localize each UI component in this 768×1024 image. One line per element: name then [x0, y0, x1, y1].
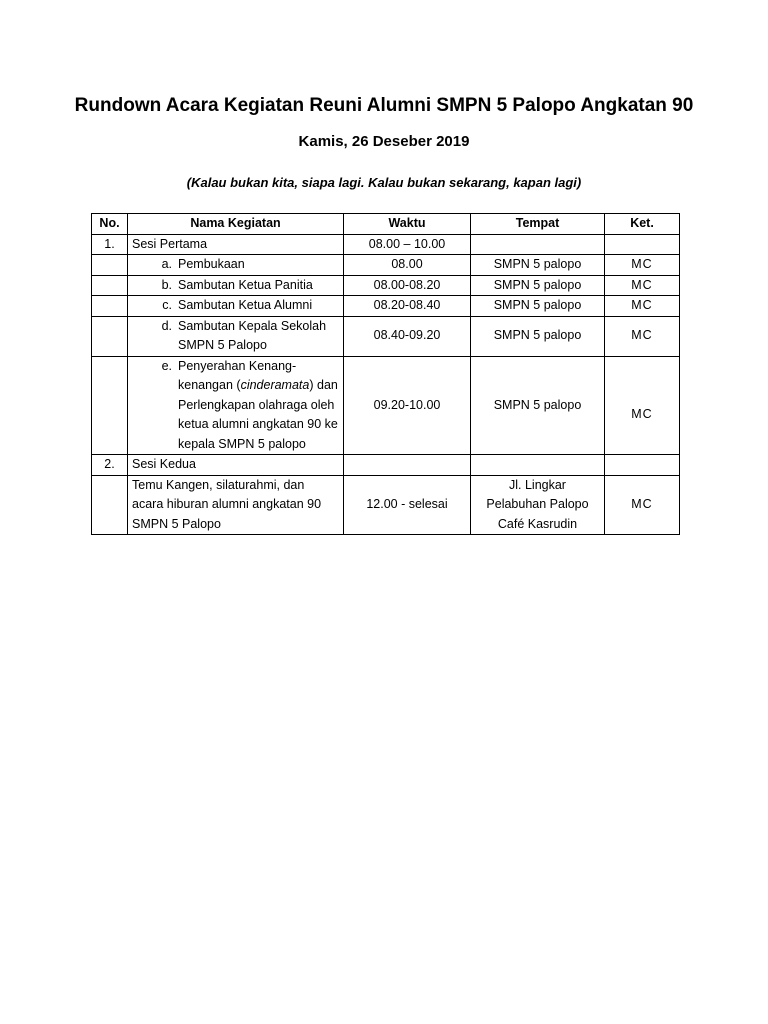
place-line: Pelabuhan Palopo — [486, 497, 589, 511]
item-place: SMPN 5 palopo — [471, 275, 605, 296]
item-name — [128, 255, 344, 276]
session-time: 08.00 – 10.00 — [344, 234, 471, 255]
item-ket: MC — [605, 275, 680, 296]
event-motto: (Kalau bukan kita, siapa lagi. Kalau bukan sekarang, kapan lagi) — [186, 175, 582, 190]
document-title: Rundown Acara Kegiatan Reuni Alumni SMPN 5 Palopo Angkatan 90 — [74, 95, 694, 116]
row-no — [92, 275, 128, 296]
place-line: Jl. Lingkar — [509, 477, 566, 492]
item-label-part2: ) dan Perlengkapan olahraga oleh ketua alumni angkatan 90 ke kepala SMPN 5 palopo — [178, 378, 338, 451]
session-ket — [605, 455, 680, 476]
item-label — [178, 357, 339, 455]
event-date: Kamis, 26 Deseber 2019 — [298, 133, 470, 150]
table-row — [92, 296, 680, 317]
table-row — [92, 475, 680, 535]
row-no — [92, 356, 128, 455]
header-place: Tempat — [471, 214, 605, 235]
item-time: 08.40-09.20 — [344, 316, 471, 356]
row-no — [92, 316, 128, 356]
item-name — [128, 296, 344, 317]
session-time — [344, 455, 471, 476]
item-time: 12.00 - selesai — [344, 475, 471, 535]
session-place — [471, 455, 605, 476]
item-ket: MC — [605, 475, 680, 535]
table-row — [92, 234, 680, 255]
item-time: 08.00 — [344, 255, 471, 276]
item-ket: MC — [605, 296, 680, 317]
item-name — [128, 275, 344, 296]
row-no — [92, 475, 128, 535]
item-ket: MC — [605, 356, 680, 455]
session-ket — [605, 234, 680, 255]
item-time: 08.20-08.40 — [344, 296, 471, 317]
table-row — [92, 275, 680, 296]
item-label: Sambutan Kepala Sekolah SMPN 5 Palopo — [178, 318, 327, 352]
rundown-table — [91, 213, 680, 535]
header-no: No. — [92, 214, 128, 235]
item-place: SMPN 5 palopo — [471, 356, 605, 455]
item-label: Pembukaan — [178, 257, 245, 271]
item-letter: c. — [162, 298, 172, 312]
item-letter: d. — [161, 318, 172, 333]
item-time: 08.00-08.20 — [344, 275, 471, 296]
header-ket: Ket. — [605, 214, 680, 235]
item-label: Sambutan Ketua Panitia — [178, 277, 313, 292]
table-row — [92, 455, 680, 476]
item-ket: MC — [605, 316, 680, 356]
table-row — [92, 316, 680, 356]
session-place — [471, 234, 605, 255]
table-header-row — [92, 214, 680, 235]
row-no: 2. — [92, 455, 128, 476]
item-label-italic: cinderamata — [240, 378, 310, 392]
row-no: 1. — [92, 234, 128, 255]
header-name: Nama Kegiatan — [128, 214, 344, 235]
item-place — [471, 475, 605, 535]
row-no — [92, 296, 128, 317]
session-name: Sesi Pertama — [128, 234, 344, 255]
item-name: Temu Kangen, silaturahmi, dan acara hiburan alumni angkatan 90 SMPN 5 Palopo — [128, 475, 344, 535]
session-name: Sesi Kedua — [128, 455, 344, 476]
item-name — [128, 356, 344, 455]
item-label-part1: Penyerahan Kenang-kenangan ( — [178, 358, 297, 392]
item-label: Sambutan Ketua Alumni — [178, 298, 313, 312]
item-ket: MC — [605, 255, 680, 276]
table-row — [92, 356, 680, 455]
item-letter: a. — [161, 257, 172, 271]
item-letter: e. — [161, 358, 172, 373]
item-place: SMPN 5 palopo — [471, 296, 605, 317]
item-place: SMPN 5 palopo — [471, 316, 605, 356]
header-time: Waktu — [344, 214, 471, 235]
item-name — [128, 316, 344, 356]
row-no — [92, 255, 128, 276]
place-line: Café Kasrudin — [497, 516, 578, 531]
item-place: SMPN 5 palopo — [471, 255, 605, 276]
table-row — [92, 255, 680, 276]
item-time: 09.20-10.00 — [344, 356, 471, 455]
item-letter: b. — [161, 277, 172, 292]
